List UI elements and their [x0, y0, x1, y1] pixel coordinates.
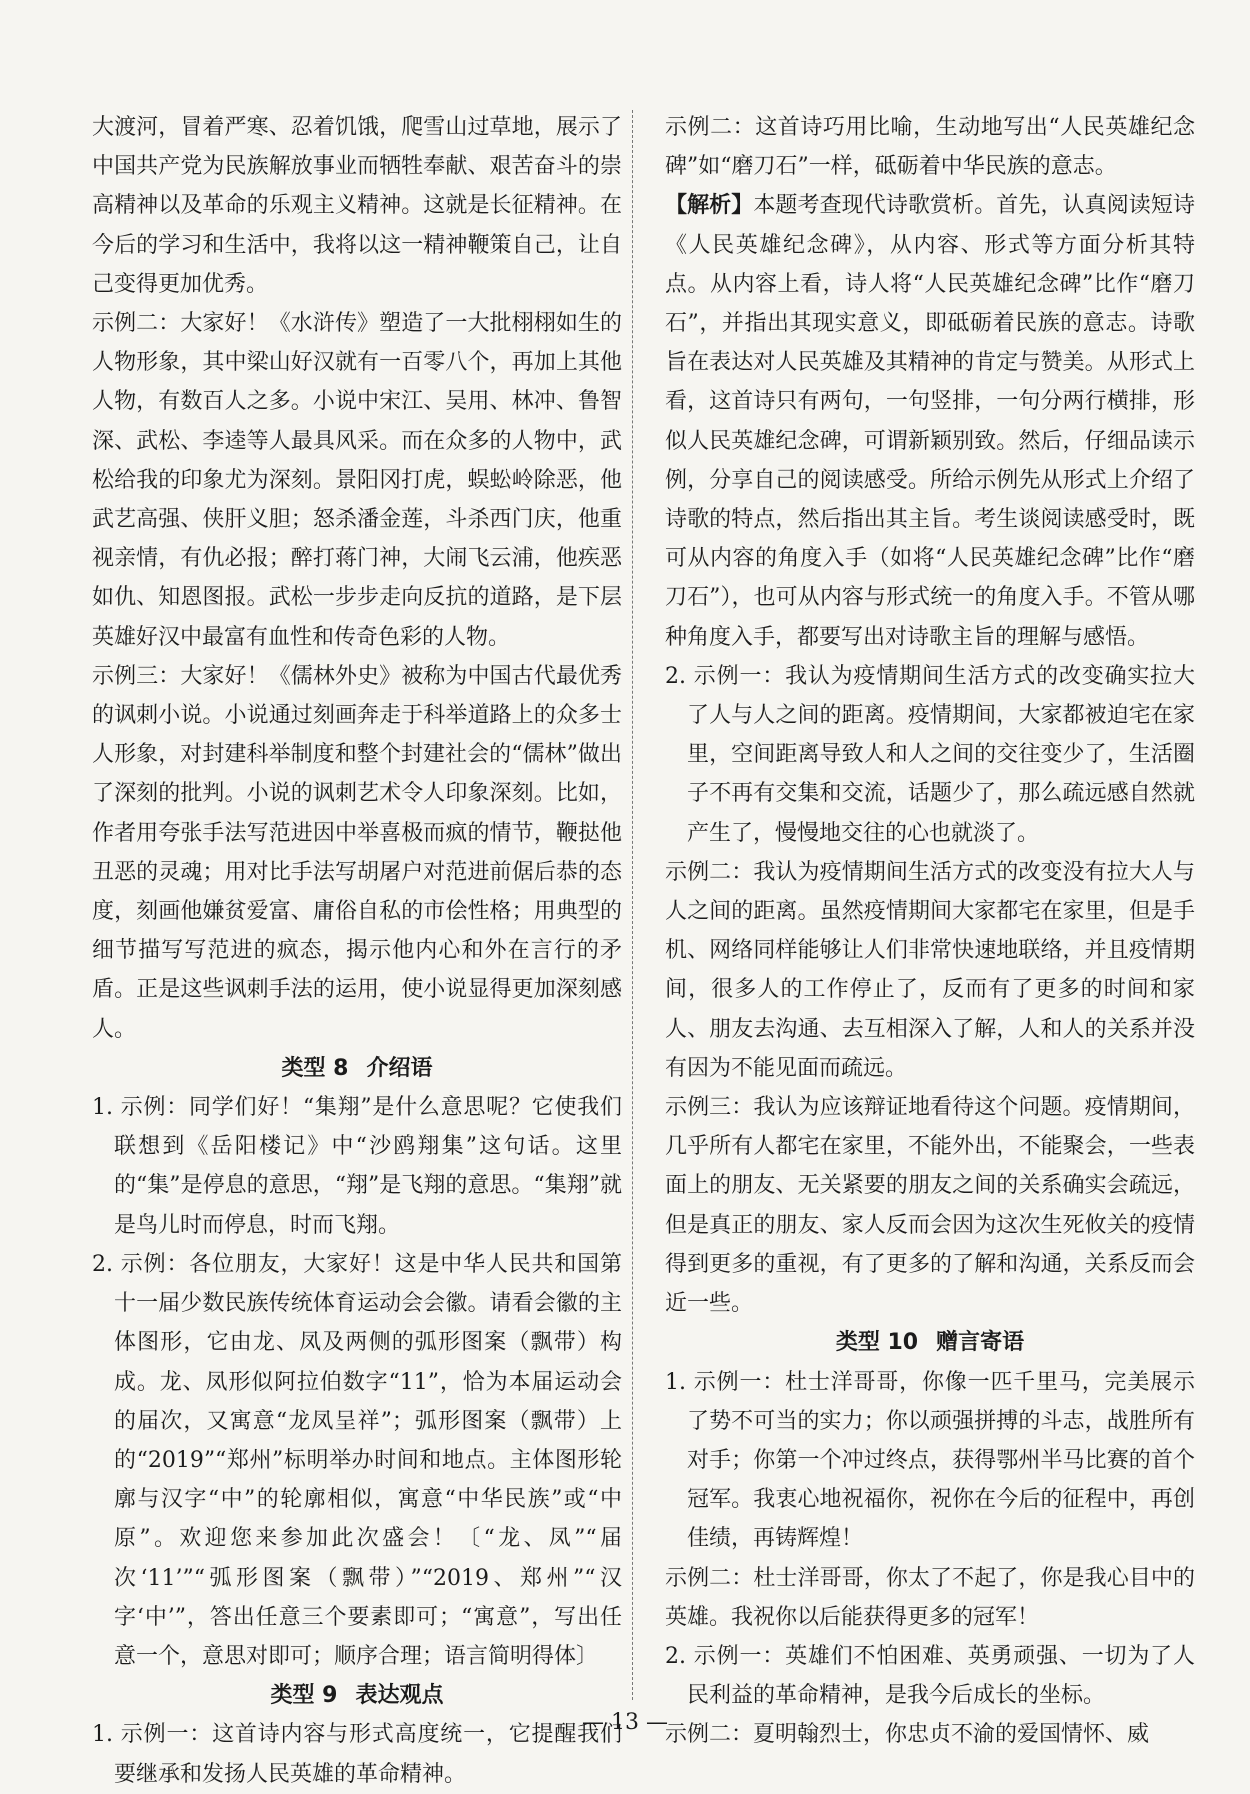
paragraph-long-march: 大渡河，冒着严寒、忍着饥饿，爬雪山过草地，展示了中国共产党为民族解放事业而牺牲奉献、艰苦奋斗的崇高精神以及革命的乐观主义精神。这就是长征精神。在今后的学习和生活中，我将以这一精神鞭策自己，让自己变得更加优秀。 — [92, 115, 622, 297]
section-number: 类型 10 — [835, 1330, 919, 1356]
right-column — [665, 108, 1195, 1755]
analysis-tag: 【解析】 — [665, 192, 754, 219]
paragraph-water-margin: 示例二：大家好！《水浒传》塑造了一大批栩栩如生的人物形象，其中梁山好汉就有一百零八个，再加上其他人物，有数百人之多。小说中宋江、吴用、林冲、鲁智深、武松、李逵等人最具风采。而在众多的人物中，武松给我的印象尤为深刻。景阳冈打虎，蜈蚣岭除恶，他武艺高强、侠肝义胆；怒杀潘金莲，斗杀西门庆，他重视亲情，有仇必报；醉打蒋门神，大闹飞云浦，他疾恶如仇、知恩图报。武松一步步走向反抗的道路，是下层英雄好汉中最富有血性和传奇色彩的人物。 — [92, 311, 622, 650]
section-heading-type-8 — [92, 1049, 622, 1088]
section-number: 类型 9 — [270, 1683, 338, 1709]
section-title: 表达观点 — [355, 1683, 444, 1709]
list-item-8-2: 2. 示例：各位朋友，大家好！这是中华人民共和国第十一届少数民族传统体育运动会会徽。请看会徽的主体图形，它由龙、凤及两侧的弧形图案（飘带）构成。龙、凤形似阿拉伯数字“11”，恰为本届运动会的届次，又寓意“龙凤呈祥”；弧形图案（飘带）上的“2019”“郑州”标明举办时间和地点。主体图形轮廓与汉字“中”的轮廓相似，寓意“中华民族”或“中原”。欢迎您来参加此次盛会！〔“龙、凤”“届次‘11’”“弧形图案（飘带）”“2019、郑州”“汉字‘中’”，答出任意三个要素即可；“寓意”，写出任意一个，意思对即可；顺序合理；语言简明得体〕 — [92, 1251, 622, 1669]
list-item-8-1: 1. 示例：同学们好！“集翔”是什么意思呢？它使我们联想到《岳阳楼记》中“沙鸥翔集”这句话。这里的“集”是停息的意思，“翔”是飞翔的意思。“集翔”就是鸟儿时而停息，时而飞翔。 — [92, 1095, 622, 1238]
analysis-text: 本题考查现代诗歌赏析。首先，认真阅读短诗《人民英雄纪念碑》，从内容、形式等方面分析其特点。从内容上看，诗人将“人民英雄纪念碑”比作“磨刀石”，并指出其现实意义，即砥砺着民族的意志。诗歌旨在表达对人民英雄及其精神的肯定与赞美。从形式上看，这首诗只有两句，一句竖排，一句分两行横排，形似人民英雄纪念碑，可谓新颖别致。然后，仔细品读示例，分享自己的阅读感受。所给示例先从形式上介绍了诗歌的特点，然后指出其主旨。考生谈阅读感受时，既可从内容的角度入手（如将“人民英雄纪念碑”比作“磨刀石”），也可从内容与形式统一的角度入手。不管从哪种角度入手，都要写出对诗歌主旨的理解与感悟。 — [665, 193, 1195, 650]
paragraph-scholars: 示例三：大家好！《儒林外史》被称为中国古代最优秀的讽刺小说。小说通过刻画奔走于科举道路上的众多士人形象，对封建科举制度和整个封建社会的“儒林”做出了深刻的批判。小说的讽刺艺术令人印象深刻。比如，作者用夸张手法写范进因中举喜极而疯的情节，鞭挞他丑恶的灵魂；用对比手法写胡屠户对范进前倨后恭的态度，刻画他嫌贫爱富、庸俗自私的市侩性格；用典型的细节描写写范进的疯态，揭示他内心和外在言行的矛盾。正是这些讽刺手法的运用，使小说显得更加深刻感人。 — [92, 663, 622, 1042]
paragraph-example-9-2c: 示例三：我认为应该辩证地看待这个问题。疫情期间，几乎所有人都宅在家里，不能外出，不能聚会，一些表面上的朋友、无关紧要的朋友之间的关系确实会疏远，但是真正的朋友、家人反而会因为这次生死攸关的疫情得到更多的重视，有了更多的了解和沟通，关系反而会近一些。 — [665, 1095, 1195, 1317]
left-column — [92, 108, 622, 1794]
list-item-9-2: 2. 示例一：我认为疫情期间生活方式的改变确实拉大了人与人之间的距离。疫情期间，大家都被迫宅在家里，空间距离导致人和人之间的交往变少了，生活圈子不再有交集和交流，话题少了，那么疏远感自然就产生了，慢慢地交往的心也就淡了。 — [665, 663, 1195, 846]
section-number: 类型 8 — [281, 1055, 349, 1081]
list-item-10-2: 2. 示例一：英雄们不怕困难、英勇顽强、一切为了人民利益的革命精神，是我今后成长的坐标。 — [665, 1643, 1195, 1709]
analysis-paragraph — [665, 186, 1195, 656]
section-title: 介绍语 — [366, 1055, 433, 1081]
paragraph-example-9-2b: 示例二：我认为疫情期间生活方式的改变没有拉大人与人之间的距离。虽然疫情期间大家都宅在家里，但是手机、网络同样能够让人们非常快速地联络，并且疫情期间，很多人的工作停止了，反而有了更多的时间和家人、朋友去沟通、去互相深入了解，人和人的关系并没有因为不能见面而疏远。 — [665, 859, 1195, 1081]
page-number: — 13 — — [582, 1710, 668, 1735]
paragraph-example-10-2b: 示例二：夏明翰烈士，你忠贞不渝的爱国情怀、威 — [665, 1722, 1150, 1748]
paragraph-example-10-1b: 示例二：杜士洋哥哥，你太了不起了，你是我心目中的英雄。我祝你以后能获得更多的冠军！ — [665, 1565, 1195, 1630]
list-item-9-1: 1. 示例一：这首诗内容与形式高度统一，它提醒我们要继承和发扬人民英雄的革命精神。 — [92, 1722, 622, 1787]
paragraph-example-2: 示例二：这首诗巧用比喻，生动地写出“人民英雄纪念碑”如“磨刀石”一样，砥砺着中华民族的意志。 — [665, 115, 1195, 180]
section-heading-type-10 — [665, 1323, 1195, 1362]
column-divider — [632, 110, 633, 1700]
list-item-10-1: 1. 示例一：杜士洋哥哥，你像一匹千里马，完美展示了势不可当的实力；你以顽强拼搏的斗志，战胜所有对手；你第一个冲过终点，获得鄂州半马比赛的首个冠军。我衷心地祝福你，祝你在今后的征程中，再创佳绩，再铸辉煌！ — [665, 1369, 1195, 1552]
section-title: 赠言寄语 — [936, 1330, 1025, 1356]
